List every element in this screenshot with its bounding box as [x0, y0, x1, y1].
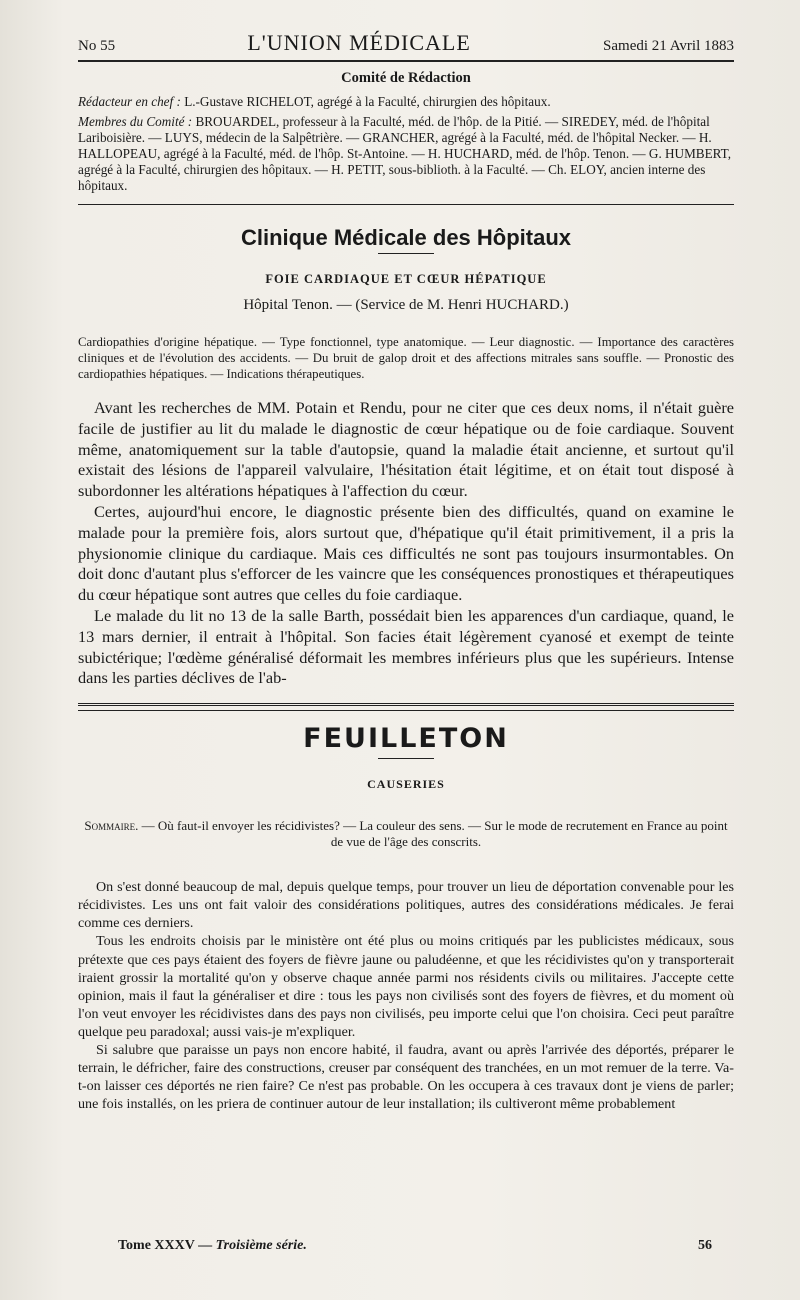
clinique-summary: Cardiopathies d'origine hépatique. — Type fonctionnel, type anatomique. — Leur diagnostic. — Importance des caractères cliniques et de l'évolution des accidents. — Du bruit de galop droit et des affections mitrales sans souffle. — Pronostic des cardiopathies hépatiques. — Indications thérapeutiques.: [78, 335, 734, 381]
tome-line: [78, 1238, 307, 1254]
journal-title: L'UNION MÉDICALE: [247, 30, 471, 55]
feuilleton-paragraph: On s'est donné beaucoup de mal, depuis quelque temps, pour trouver un lieu de déportation convenable pour les récidivistes. Les uns ont fait valoir des considérations politiques, autres des considérations médicales. Je ferai comme ces derniers.: [78, 879, 734, 932]
feuilleton-divider: [78, 703, 734, 711]
clinique-paragraph: Le malade du lit no 13 de la salle Barth, possédait bien les apparences d'un cardiaque, quand, le 13 mars dernier, il entrait à l'hôpital. Son facies était légèrement cyanosé et exempt de teinte subictérique; l'œdème généralisé déformait les membres inférieurs plus que les supérieurs. Intense dans les parties déclives de l'ab-: [78, 605, 734, 688]
feuilleton-title: FEUILLETON: [303, 723, 509, 755]
series-label: Troisième série.: [215, 1238, 307, 1253]
summary-text: — Où faut-il envoyer les récidivistes? — La couleur des sens. — Sur le mode de recrutement en France au point de vue de l'âge des conscrits.: [141, 818, 728, 850]
page-number: 56: [698, 1238, 712, 1253]
committee-members: [78, 114, 734, 194]
clinique-body: [78, 398, 734, 689]
hospital-line: Hôpital Tenon. — (Service de M. Henri HUCHARD.): [243, 297, 569, 313]
page-footer: [78, 1238, 734, 1254]
feuilleton-body: [78, 878, 734, 1113]
clinique-subtitle: FOIE CARDIAQUE ET CŒUR HÉPATIQUE: [265, 272, 547, 286]
editor-label: Rédacteur en chef :: [78, 94, 181, 109]
issue-date: Samedi 21 Avril 1883: [603, 38, 734, 54]
tome-label: Tome XXXV —: [118, 1238, 213, 1253]
issue-number: No 55: [78, 38, 116, 54]
editor-in-chief: [78, 94, 734, 110]
clinique-paragraph: Avant les recherches de MM. Potain et Rendu, pour ne citer que ces deux noms, il n'était guère facile de justifier au lit du malade le diagnostic de cœur hépatique ou de foie cardiaque. Souvent même, anatomiquement sur la table d'autopsie, quand la maladie était ancienne, et surtout qu'il existait des lésions de l'appareil valvulaire, l'hésitation était légitime, et on était tout disposé à subordonner les altérations hépatiques à l'affection du cœur.: [78, 398, 734, 501]
clinique-title: Clinique Médicale des Hôpitaux: [240, 225, 572, 250]
feuilleton-paragraph: Tous les endroits choisis par le ministère ont été plus ou moins critiqués par les publicistes médicaux, sous prétexte que ces pays étaient des foyers de fièvre jaune ou paludéenne, et que les récidivistes qu'on y transporterait iraient grossir la mortalité qu'on y observe chaque année parmi nos résidents civils ou militaires. J'accepte cette opinion, mais il faut la généraliser et dire : tous les pays non civilisés sont des foyers de fièvres, et du moment où l'on veut envoyer les récidivistes dans des pays non civilisés, peu importe celui que l'on choisira. Ceci peut paraître quelque peu paradoxal; aussi vais-je m'expliquer.: [78, 933, 734, 1040]
feuilleton-subtitle: CAUSERIES: [367, 777, 445, 792]
members-text: BROUARDEL, professeur à la Faculté, méd. de l'hôp. de la Pitié. — SIREDEY, méd. de l'hôpital Lariboisière. — LUYS, médecin de la Salpêtrière. — GRANCHER, agrégé à la Faculté, méd. de l'hôpital Necker. — H. HALLOPEAU, agrégé à la Faculté, méd. de l'hôp. St-Antoine. — H. HUCHARD, méd. de l'hôp. Tenon. — G. HUMBERT, agrégé à la Faculté, chirurgien des hôpitaux. — H. PETIT, sous-biblioth. à la Faculté. — Ch. ELOY, ancien interne des hôpitaux.: [78, 114, 732, 193]
feuilleton-title-divider: [378, 758, 434, 759]
feuilleton-paragraph: Si salubre que paraisse un pays non encore habité, il faudra, avant ou après l'arrivée des déportés, préparer le terrain, le défricher, faire des constructions, creuser par conséquent des tranchées, en un mot remuer de la terre. Va-t-on laisser ces déportés ne rien faire? Ce n'est pas probable. On les occupera à ces travaux dont je viens de parler; une fois installés, on les priera de continuer autour de leur installation; ils cultiveront même probablement: [78, 1042, 734, 1113]
editor-text: L.-Gustave RICHELOT, agrégé à la Faculté, chirurgien des hôpitaux.: [184, 94, 551, 109]
summary-label: Sommaire.: [84, 818, 139, 834]
editorial-committee: [78, 62, 734, 205]
clinique-paragraph: Certes, aujourd'hui encore, le diagnostic présente bien des difficultés, quand on examine le malade pour la première fois, alors surtout que, d'hépatique qu'il était primitivement, il a pris la physionomie clinique du cardiaque. Mais ces difficultés ne sont pas toujours insurmontables. On doit donc d'autant plus s'efforcer de les vaincre que les conséquences pronostiques et thérapeutiques du cœur hépatique sont autres que celles du foie cardiaque.: [78, 501, 734, 605]
committee-title: Comité de Rédaction: [341, 70, 471, 86]
feuilleton-summary: [78, 818, 734, 850]
members-label: Membres du Comité :: [78, 114, 193, 129]
running-header: [78, 30, 734, 62]
title-divider: [378, 253, 434, 254]
